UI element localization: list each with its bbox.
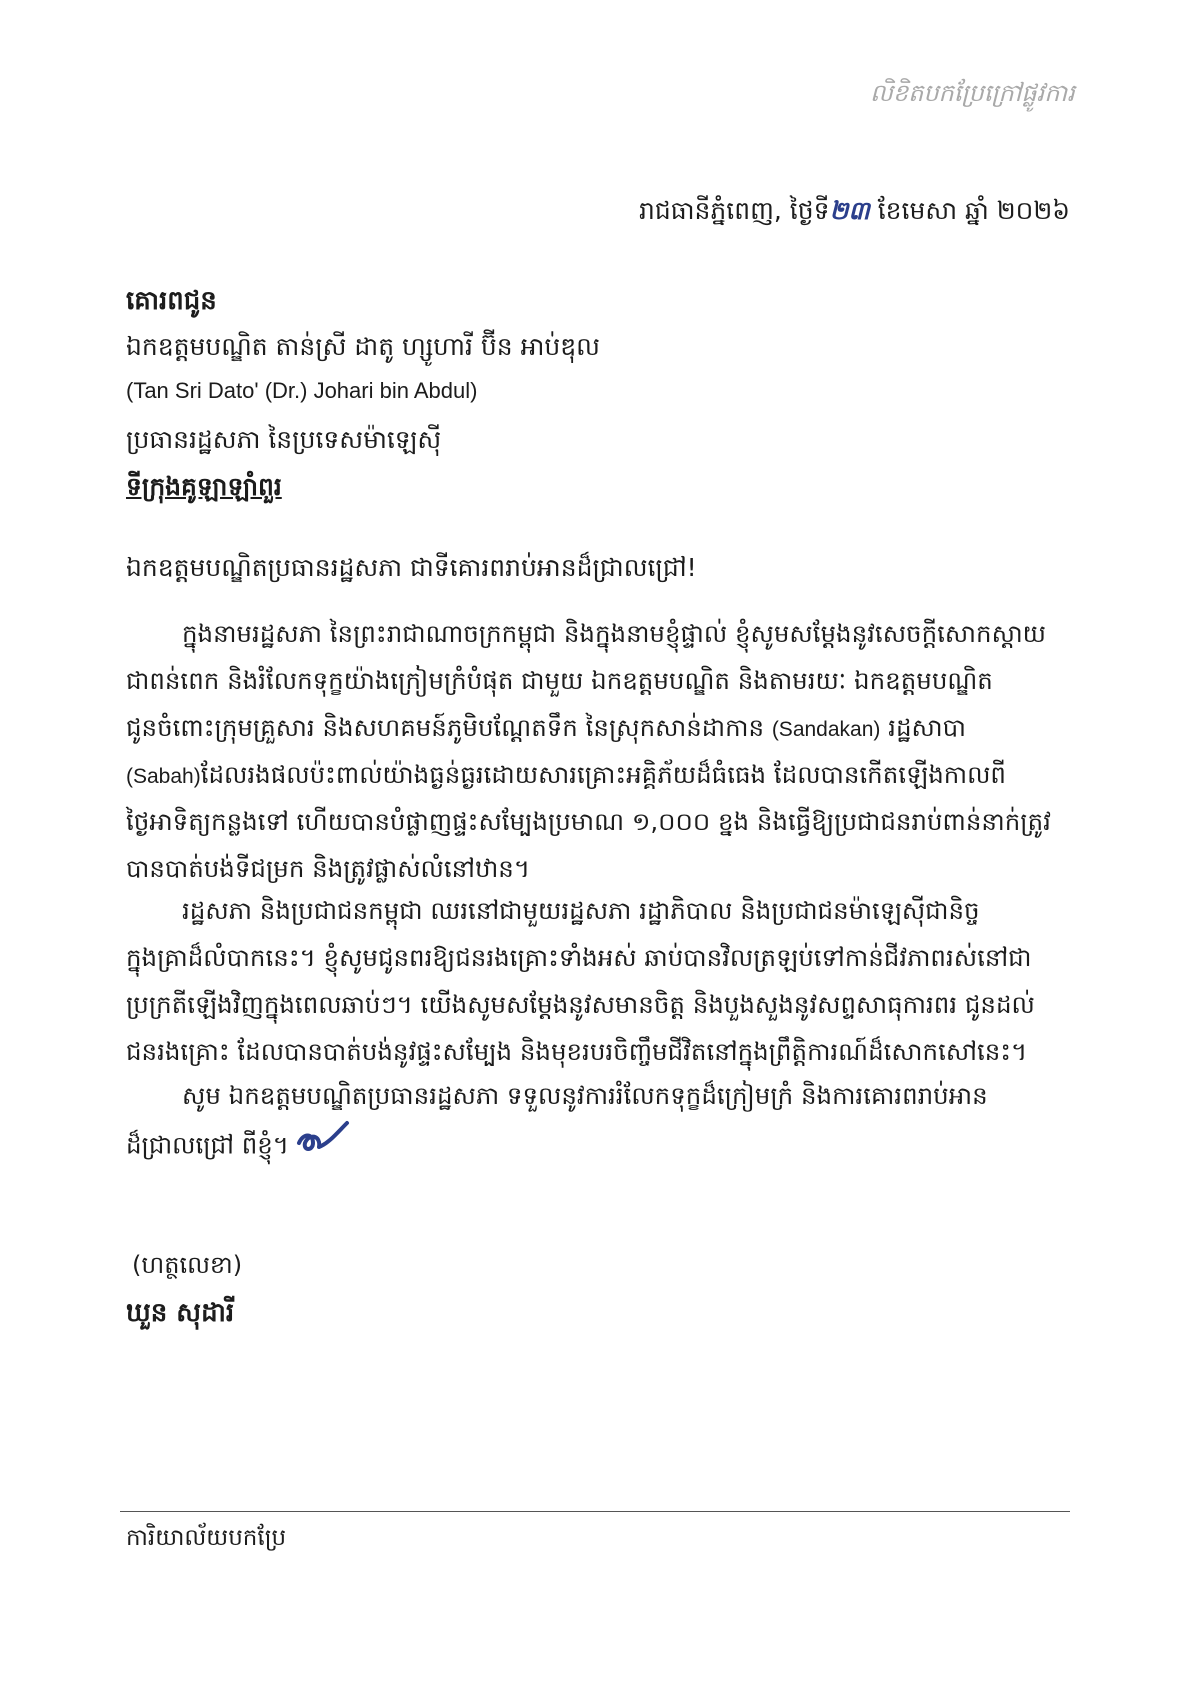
footer-divider [120,1511,1070,1512]
footer-office-label: ការិយាល័យបកប្រែ [126,1525,287,1551]
date-line [639,196,1070,232]
recipient-title: ប្រធានរដ្ឋសភា នៃប្រទេសម៉ាឡេស៊ី [126,425,442,454]
recipient-latin-name: (Tan Sri Dato' (Dr.) Johari bin Abdul) [126,378,478,403]
paragraph-text: ដ៏ជ្រាលជ្រៅ ពីខ្ញុំ។ [126,1130,289,1160]
date-suffix: ខែមេសា ឆ្នាំ ២០២៦ [869,196,1070,225]
signatory-name: ឃួន សុដារី [126,1298,235,1328]
body-paragraph-1 [126,610,1071,892]
header-note: លិខិតបកប្រែក្រៅផ្លូវការ [870,79,1075,107]
recipient-name: ឯកឧត្តមបណ្ឌិត តាន់ស្រី ដាតូ ហ្សូហារី ប៊ីន អាប់ឌុល [126,332,600,361]
body-paragraph-3 [126,1072,1071,1166]
date-day: ២៣ [829,196,870,225]
body-paragraph-2 [126,887,1071,1075]
paragraph-line: ថ្ងៃអាទិត្យកន្លងទៅ ហើយបានបំផ្លាញផ្ទះសម្បែងប្រមាណ ១,០០០ ខ្នង និងធ្វើឱ្យប្រជាជនរាប់ពាន់នាក់ត្រូវ [126,807,1051,836]
signature-note: (ហត្ថលេខា) [132,1251,243,1279]
salutation: ឯកឧត្តមបណ្ឌិតប្រធានរដ្ឋសភា ជាទីគោរពរាប់អានដ៏ជ្រាលជ្រៅ! [126,553,697,582]
paragraph-line: រដ្ឋសភា និងប្រជាជនកម្ពុជា ឈរនៅជាមួយរដ្ឋសភា រដ្ឋាភិបាល និងប្រជាជនម៉ាឡេស៊ីជានិច្ច [182,896,980,925]
paragraph-line: ជនរងគ្រោះ ដែលបានបាត់បង់នូវផ្ទះសម្បែង និងមុខរបរចិញ្ចឹមជីវិតនៅក្នុងព្រឹត្តិការណ៍ដ៏សោកសៅនេះ។ [126,1037,1028,1066]
paragraph-line [126,751,1071,798]
paragraph-line [126,1119,1071,1166]
paragraph-line [126,704,1071,751]
state-latin: (Sabah) [126,765,201,788]
paragraph-line: ប្រក្រតីឡើងវិញក្នុងពេលឆាប់ៗ។ យើងសូមសម្ដែងនូវសមានចិត្ត និងបួងសួងនូវសព្ទសាធុការពរ ជូនដល់ [126,990,1035,1019]
paragraph-line: បានបាត់បង់ទីជម្រក និងត្រូវផ្លាស់លំនៅឋាន។ [126,854,530,883]
recipient-city: ទីក្រុងគូឡាឡាំពួរ [126,472,282,501]
state-name: រដ្ឋសាបា [880,713,966,742]
paragraph-text: ជូនចំពោះក្រុមគ្រួសារ និងសហគមន៍ភូមិបណ្ដែតទឹក នៃស្រុកសាន់ដាកាន [126,713,765,742]
paragraph-line: ក្នុងគ្រាដ៏លំបាកនេះ។ ខ្ញុំសូមជូនពរឱ្យជនរងគ្រោះទាំងអស់ ឆាប់បានវិលត្រឡប់ទៅកាន់ជីវភាពរស់នៅជា [126,943,1032,972]
recipient-label: គោរពជូន [126,286,217,316]
paragraph-line: សូម ឯកឧត្តមបណ្ឌិតប្រធានរដ្ឋសភា ទទួលនូវការរំលែកទុក្ខដ៏ក្រៀមក្រំ និងការគោរពរាប់អាន [182,1081,988,1110]
paragraph-line: ក្នុងនាមរដ្ឋសភា នៃព្រះរាជាណាចក្រកម្ពុជា និងក្នុងនាមខ្ញុំផ្ទាល់ ខ្ញុំសូមសម្ដែងនូវសេចក្ដីសោកស្ដាយ [182,619,1046,648]
paragraph-line: ជាពន់ពេក និងរំលែកទុក្ខយ៉ាងក្រៀមក្រំបំផុត ជាមួយ ឯកឧត្តមបណ្ឌិត និងតាមរយៈ ឯកឧត្តមបណ្ឌិត [126,666,993,695]
date-prefix: រាជធានីភ្នំពេញ, ថ្ងៃទី [639,196,830,225]
district-latin: (Sandakan) [771,718,881,741]
handwritten-initials-icon [293,1119,351,1174]
paragraph-text: ដែលរងផលប៉ះពាល់យ៉ាងធ្ងន់ធ្ងរដោយសារគ្រោះអគ្គិភ័យដ៏ធំធេង ដែលបានកើតឡើងកាលពី [200,760,1006,789]
